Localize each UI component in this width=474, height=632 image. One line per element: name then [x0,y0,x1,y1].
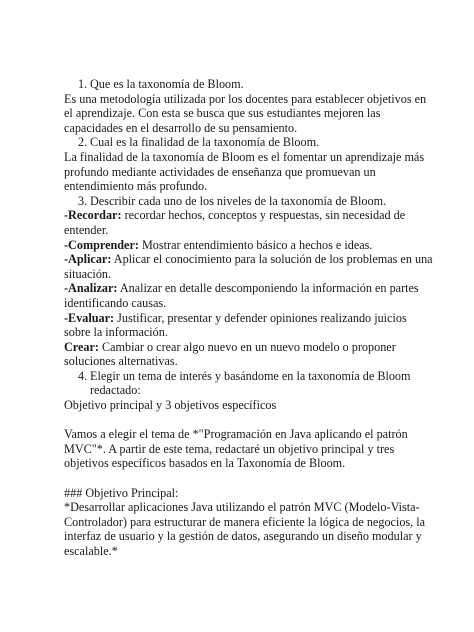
level-desc: Analizar en detalle descomponiendo la información en partes identificando causas. [64,281,419,310]
objective-heading: ### Objetivo Principal: [64,485,179,500]
question-2-text: Cual es la finalidad de la taxonomía de Bloom. [90,135,320,150]
level-term: -Analizar: [64,281,118,296]
answer-1: Es una metodología utilizada por los docentes para establecer objetivos en el aprendizaje. Con esta se busca que sus estudiantes mejoren las capacidades en el desarrollo de su pensamiento. [64,91,427,135]
question-3-text: Describir cada uno de los niveles de la taxonomía de Bloom. [90,193,387,208]
question-2 [64,135,434,150]
objective-text: *Desarrollar aplicaciones Java utilizando el patrón MVC (Modelo-Vista-Controlador) para estructurar de manera eficiente la lógica de negocios, la interfaz de usuario y la gestión de datos, asegurando un diseño modular y escalable.* [64,500,426,558]
level-desc: Aplicar el conocimiento para la solución de los problemas en una situación. [64,252,433,281]
answer-2: La finalidad de la taxonomía de Bloom es el fomentar un aprendizaje más profundo mediante actividades de enseñanza que promuevan un entendimiento más profundo. [64,149,425,194]
question-1 [64,77,434,92]
level-crear [64,340,434,369]
level-term: -Comprender: [64,237,139,252]
level-recordar [64,208,434,237]
level-evaluar [64,311,434,340]
level-aplicar [64,252,434,281]
blank-line [64,413,434,428]
question-4-text: Elegir un tema de interés y basándome en la taxonomía de Bloom redactado: [90,368,411,398]
question-4 [64,369,434,398]
blank-line [64,471,434,486]
level-desc: Mostrar entendimiento básico a hechos e ideas. [138,237,373,252]
level-analizar [64,281,434,310]
question-4-number: 4. [78,368,88,383]
level-desc: recordar hechos, conceptos y respuestas, sin necesidad de entender. [64,208,406,237]
question-3-number: 3. [78,193,88,208]
question-2-number: 2. [78,135,88,150]
level-term: -Aplicar: [64,252,112,267]
question-1-text: Que es la taxonomía de Bloom. [90,77,244,91]
answer-4: Objetivo principal y 3 objetivos específicos [64,398,277,413]
level-desc: Cambiar o crear algo nuevo en un nuevo modelo o proponer soluciones alternativas. [64,339,396,369]
question-3 [64,194,434,209]
level-term: -Evaluar: [64,310,115,325]
level-desc: Justificar, presentar y defender opiniones realizando juicios sobre la información. [64,310,407,340]
level-comprender [64,238,434,253]
level-term: Crear: [64,339,99,354]
intro-paragraph: Vamos a elegir el tema de *"Programación en Java aplicando el patrón MVC"*. A partir de este tema, redactaré un objetivo principal y tres objetivos específicos basados en la Taxonomía de Bloom. [64,427,408,471]
level-term: -Recordar: [64,208,122,223]
question-1-number: 1. [78,77,88,91]
